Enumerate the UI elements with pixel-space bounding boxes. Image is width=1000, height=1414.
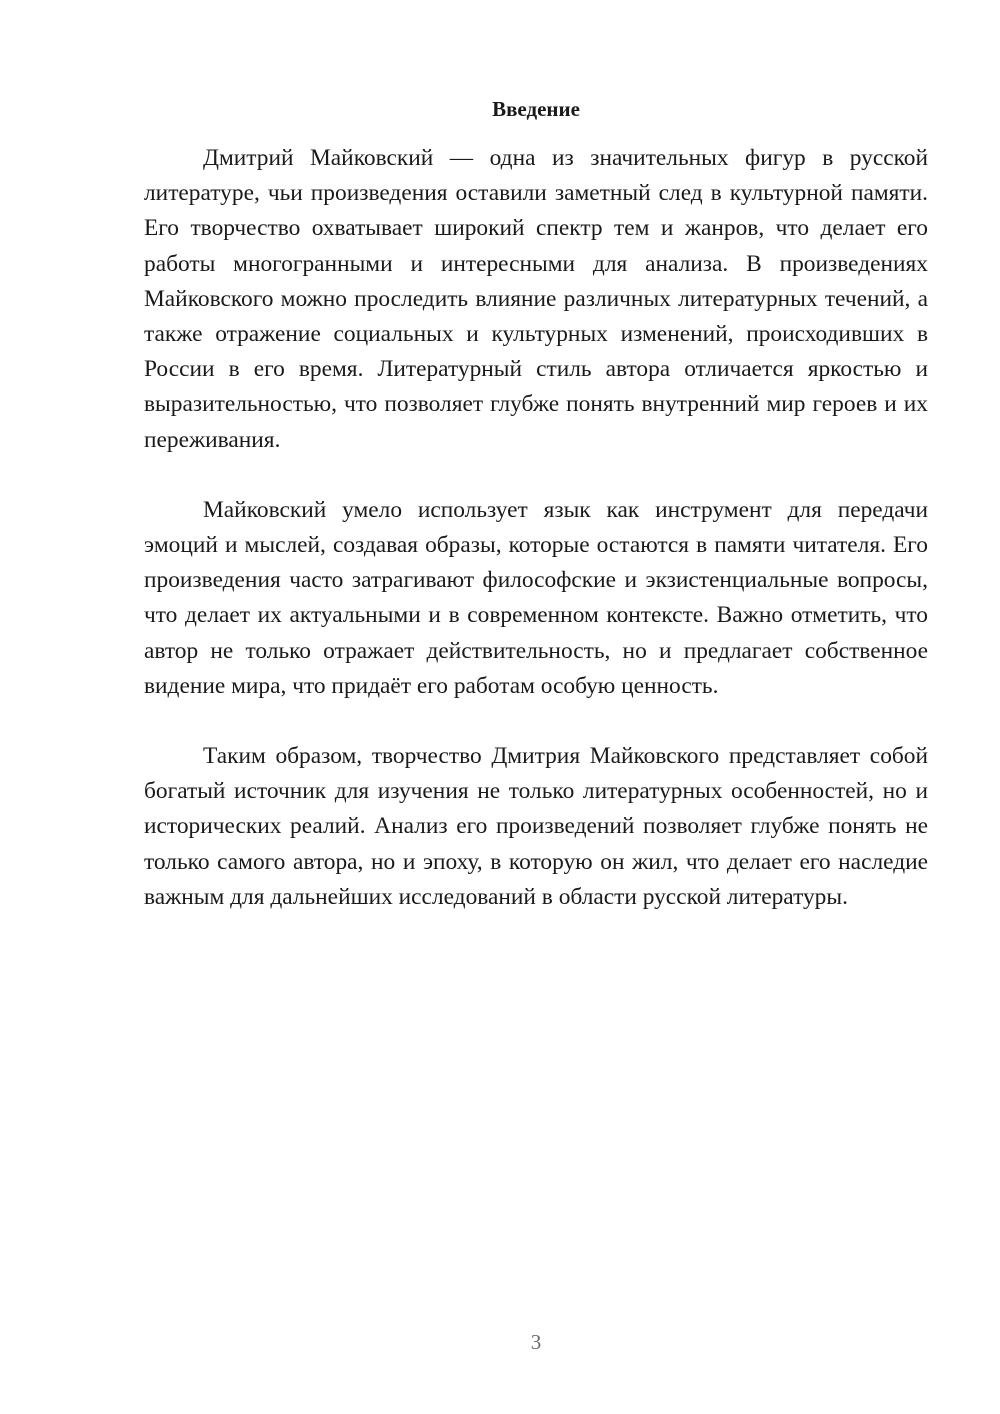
paragraph-2: Майковский умело использует язык как инструмент для передачи эмоций и мыслей, создавая образы, которые остаются в памяти читателя. Его произведения часто затрагивают философские и экзистенциальные вопросы, что делает их актуальными и в современном контексте. Важно отметить, что автор не только отражает действительность, но и предлагает собственное видение мира, что придаёт его работам особую ценность. <box>144 496 928 699</box>
page-content <box>144 92 928 950</box>
paragraph-1: Дмитрий Майковский — одна из значительных фигур в русской литературе, чьи произведения оставили заметный след в культурной памяти. Его творчество охватывает широкий спектр тем и жанров, что делает его работы многогранными и интересными для анализа. В произведениях Майковского можно проследить влияние различных литературных течений, а также отражение социальных и культурных изменений, происходивших в России в его время. Литературный стиль автора отличается яркостью и выразительностью, что позволяет глубже понять внутренний мир героев и их переживания. <box>144 145 928 453</box>
section-heading: Введение <box>492 97 580 121</box>
page-number: 3 <box>530 1330 542 1354</box>
paragraph-3: Таким образом, творчество Дмитрия Майковского представляет собой богатый источник для изучения не только литературных особенностей, но и исторических реалий. Анализ его произведений позволяет глубже понять не только самого автора, но и эпоху, в которую он жил, что делает его наследие важным для дальнейших исследований в области русской литературы. <box>144 743 928 910</box>
